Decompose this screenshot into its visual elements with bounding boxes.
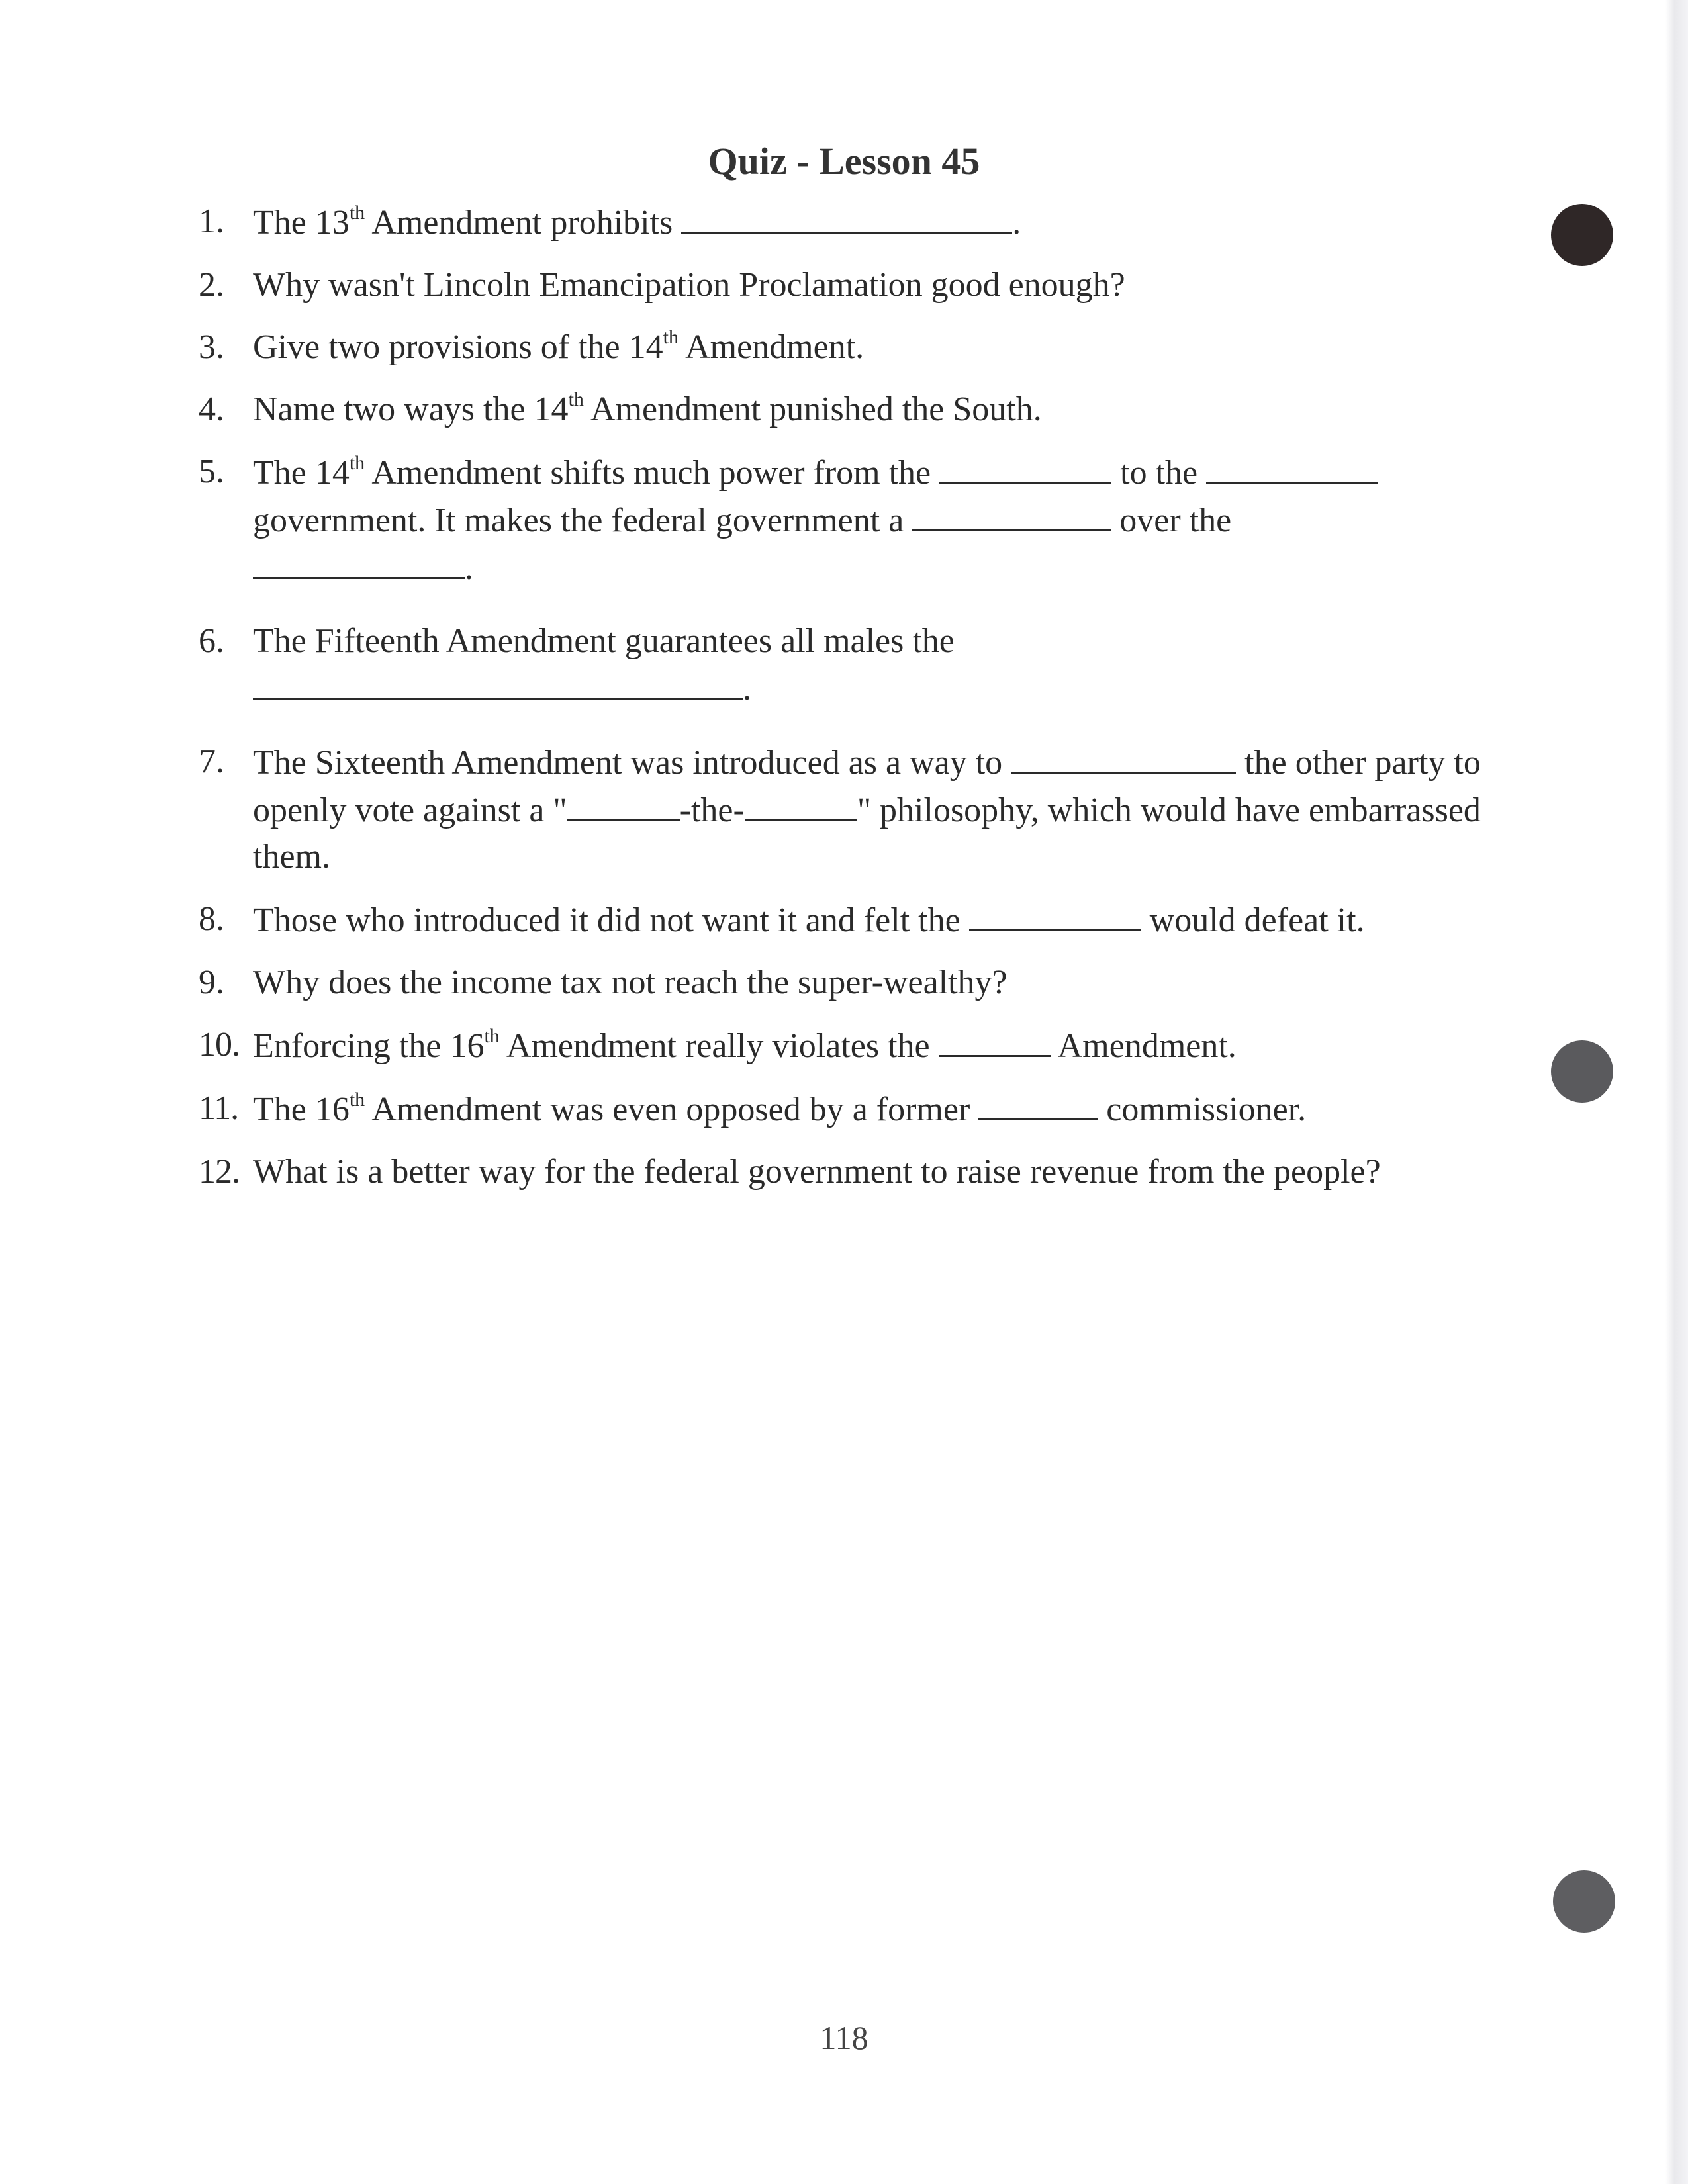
question-10 <box>199 1022 1483 1069</box>
question-number: 10. <box>199 1026 240 1064</box>
answer-blank[interactable] <box>567 786 680 821</box>
question-text: Why does the income tax not reach the super-wealthy? <box>253 964 1008 1001</box>
quiz-title: Quiz - Lesson 45 <box>708 140 980 183</box>
question-text: The Fifteenth Amendment guarantees all males the . <box>253 622 955 707</box>
question-4 <box>199 387 1483 433</box>
question-number: 12. <box>199 1153 240 1191</box>
question-number: 6. <box>199 622 224 660</box>
answer-blank[interactable] <box>939 449 1111 484</box>
question-text: Why wasn't Lincoln Emancipation Proclamation good enough? <box>253 266 1125 304</box>
question-text: What is a better way for the federal government to raise revenue from the people? <box>253 1153 1381 1191</box>
question-text: Give two provisions of the 14th Amendment. <box>253 326 865 366</box>
answer-blank[interactable] <box>978 1085 1098 1120</box>
question-text: Enforcing the 16th Amendment really violates the Amendment. <box>253 1022 1483 1069</box>
question-11 <box>199 1085 1483 1133</box>
punch-hole-top <box>1551 204 1613 266</box>
question-text: Name two ways the 14th Amendment punished the South. <box>253 388 1042 428</box>
answer-blank[interactable] <box>1011 739 1236 774</box>
question-6 <box>199 618 1483 712</box>
question-number: 5. <box>199 453 224 490</box>
answer-blank[interactable] <box>253 544 465 579</box>
question-5 <box>199 449 1483 592</box>
question-number: 11. <box>199 1089 239 1127</box>
answer-blank[interactable] <box>681 199 1012 234</box>
question-number: 7. <box>199 743 224 780</box>
question-text: The 13th Amendment prohibits . <box>253 199 1483 246</box>
question-number: 2. <box>199 266 224 304</box>
question-number: 3. <box>199 328 224 366</box>
punch-hole-bottom <box>1553 1870 1615 1933</box>
question-3 <box>199 324 1483 371</box>
question-text: The 14th Amendment shifts much power from the to the government. It makes the federal government a over the . <box>253 449 1483 592</box>
answer-blank[interactable] <box>745 786 857 821</box>
answer-blank[interactable] <box>939 1022 1051 1057</box>
question-text: The 16th Amendment was even opposed by a former commissioner. <box>253 1085 1483 1133</box>
question-number: 4. <box>199 390 224 428</box>
page-edge-shadow <box>1665 0 1688 2184</box>
question-1 <box>199 199 1483 246</box>
question-9 <box>199 960 1483 1006</box>
question-list <box>199 199 1483 1211</box>
question-12 <box>199 1149 1483 1195</box>
answer-blank[interactable] <box>253 664 743 700</box>
question-2 <box>199 262 1483 308</box>
question-text: The Sixteenth Amendment was introduced as a way to the other party to openly vote against a " -the- " philosophy, which would have embarrassed them. <box>253 739 1483 880</box>
question-number: 1. <box>199 203 224 240</box>
question-number: 8. <box>199 900 224 938</box>
answer-blank[interactable] <box>912 496 1111 531</box>
page-number: 118 <box>820 2019 868 2056</box>
punch-hole-middle <box>1551 1040 1613 1103</box>
answer-blank[interactable] <box>1206 449 1378 484</box>
question-number: 9. <box>199 964 224 1001</box>
question-8 <box>199 896 1483 944</box>
answer-blank[interactable] <box>969 896 1141 931</box>
question-7 <box>199 739 1483 880</box>
question-text: Those who introduced it did not want it and felt the would defeat it. <box>253 896 1483 944</box>
